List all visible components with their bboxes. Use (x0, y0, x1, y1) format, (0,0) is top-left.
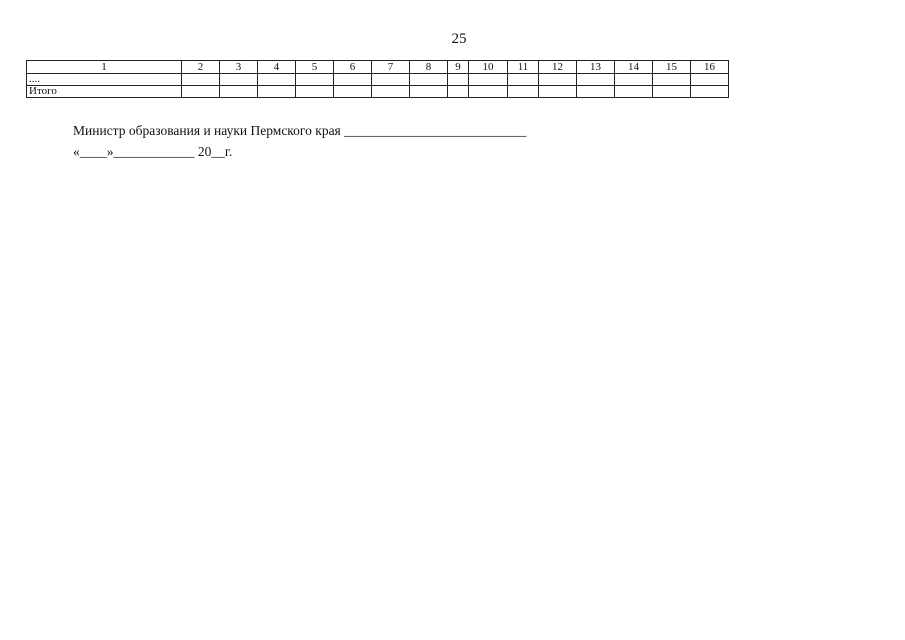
column-header: 4 (258, 61, 296, 74)
date-line: «____»____________ 20__г. (73, 144, 233, 159)
table-cell (410, 86, 448, 98)
column-header: 7 (372, 61, 410, 74)
table-cell (334, 74, 372, 86)
table-cell (469, 74, 508, 86)
column-header: 15 (653, 61, 691, 74)
column-header: 16 (691, 61, 729, 74)
table-cell (691, 74, 729, 86)
table-cell (258, 74, 296, 86)
column-header: 8 (410, 61, 448, 74)
column-header: 11 (508, 61, 539, 74)
column-header: 1 (27, 61, 182, 74)
table-cell (334, 86, 372, 98)
table-cell (653, 74, 691, 86)
column-header: 13 (577, 61, 615, 74)
row-label: Итого (27, 86, 182, 98)
table-cell (539, 74, 577, 86)
table-cell (691, 86, 729, 98)
page-number: 25 (451, 31, 467, 47)
table-cell (508, 74, 539, 86)
column-header: 9 (448, 61, 469, 74)
column-header: 10 (469, 61, 508, 74)
column-header: 6 (334, 61, 372, 74)
table-cell (182, 74, 220, 86)
table-cell (372, 74, 410, 86)
table-cell (296, 86, 334, 98)
table-cell (448, 86, 469, 98)
table-cell (220, 74, 258, 86)
table-header-row (27, 61, 729, 74)
table-cell (296, 74, 334, 86)
table-cell (469, 86, 508, 98)
table-cell (577, 74, 615, 86)
table-cell (615, 86, 653, 98)
table-cell (372, 86, 410, 98)
table-row-total (27, 86, 729, 98)
table-cell (539, 86, 577, 98)
table-cell (577, 86, 615, 98)
table-cell (615, 74, 653, 86)
column-header: 5 (296, 61, 334, 74)
column-header: 3 (220, 61, 258, 74)
column-header: 2 (182, 61, 220, 74)
column-header: 14 (615, 61, 653, 74)
signature-block (73, 120, 526, 162)
column-header: 12 (539, 61, 577, 74)
table-cell (653, 86, 691, 98)
signature-line: Министр образования и науки Пермского края ___________________________ (73, 123, 527, 138)
table-cell (258, 86, 296, 98)
table-row (27, 74, 729, 86)
table-cell (182, 86, 220, 98)
table-cell (448, 74, 469, 86)
table-cell (220, 86, 258, 98)
table-cell (508, 86, 539, 98)
row-label: .... (27, 74, 182, 86)
table-cell (410, 74, 448, 86)
summary-table (26, 60, 729, 98)
